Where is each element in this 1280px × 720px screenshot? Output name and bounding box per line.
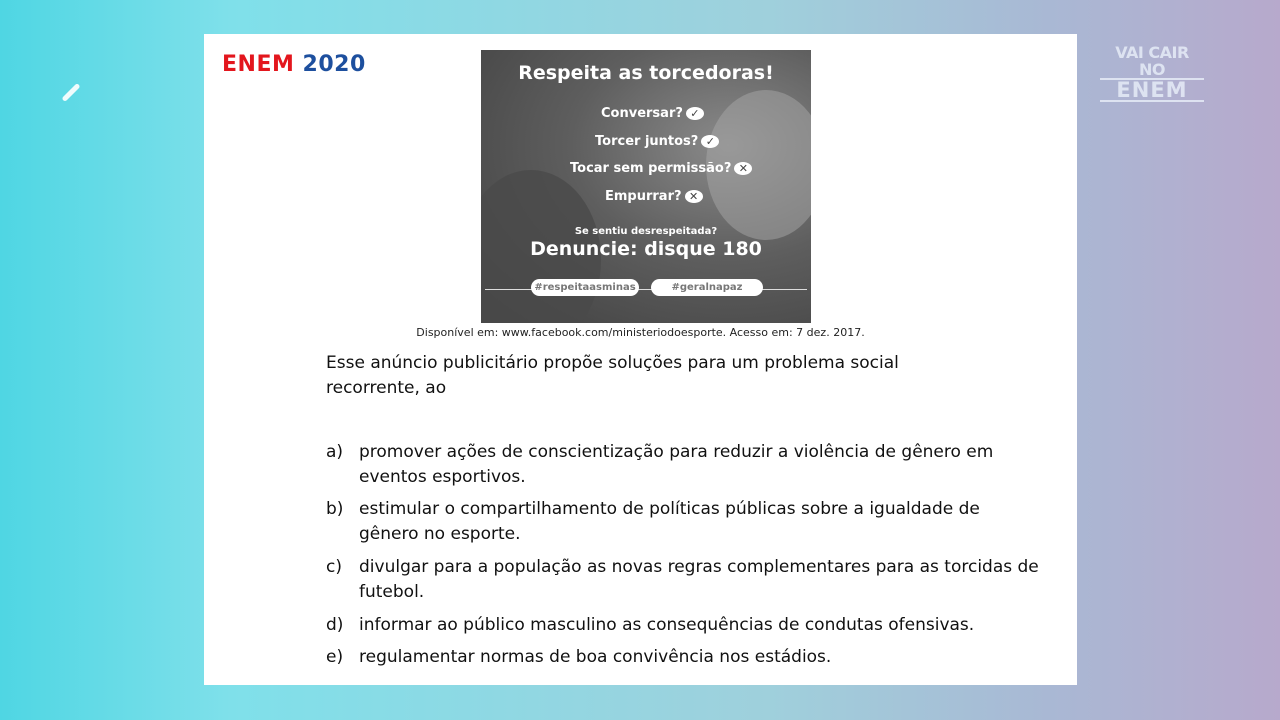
pencil-doodle-icon xyxy=(61,83,80,102)
check-icon: ✓ xyxy=(701,135,719,148)
poster-call-to-action: Denuncie: disque 180 xyxy=(530,238,762,260)
hashtag-pill: #geralnapaz xyxy=(651,279,763,296)
option-letter: c) xyxy=(326,557,342,577)
cross-icon: ✕ xyxy=(685,190,703,203)
exam-year: 2020 xyxy=(302,52,366,77)
option-letter: b) xyxy=(326,499,344,519)
question-sheet xyxy=(204,34,1077,685)
poster-item-label: Conversar? xyxy=(601,106,683,121)
option-text: promover ações de conscientização para reduzir a violência de gênero em eventos esportivos. xyxy=(359,442,994,487)
poster-item xyxy=(601,106,704,121)
logo-line-1: VAI CAIR NO xyxy=(1115,43,1189,79)
poster-headline: Respeita as torcedoras! xyxy=(518,62,774,84)
option-letter: d) xyxy=(326,615,344,635)
source-citation: Disponível em: www.facebook.com/ministeriodoesporte. Acesso em: 7 dez. 2017. xyxy=(416,326,865,339)
poster-item-label: Empurrar? xyxy=(605,189,682,204)
check-icon: ✓ xyxy=(686,107,704,120)
option-text: regulamentar normas de boa convivência nos estádios. xyxy=(359,647,832,667)
hashtag-pill: #respeitaasminas xyxy=(531,279,639,296)
option-text: estimular o compartilhamento de políticas públicas sobre a igualdade de gênero no esporte. xyxy=(359,499,980,544)
question-stem: Esse anúncio publicitário propõe soluções para um problema social recorrente, ao xyxy=(326,353,899,398)
channel-logo xyxy=(1100,44,1204,102)
option-letter: e) xyxy=(326,647,344,667)
poster-item xyxy=(595,134,719,149)
option-letter: a) xyxy=(326,442,344,462)
exam-tag xyxy=(222,52,366,77)
exam-name: ENEM xyxy=(222,52,295,77)
poster-item xyxy=(605,189,703,204)
option-text: divulgar para a população as novas regras complementares para as torcidas de futebol. xyxy=(359,557,1039,602)
poster-item xyxy=(570,161,752,176)
option-text: informar ao público masculino as consequências de condutas ofensivas. xyxy=(359,615,975,635)
poster-item-label: Torcer juntos? xyxy=(595,134,699,149)
poster-question: Se sentiu desrespeitada? xyxy=(574,226,718,237)
campaign-poster xyxy=(481,50,811,323)
poster-item-label: Tocar sem permissão? xyxy=(570,161,732,176)
cross-icon: ✕ xyxy=(734,162,752,175)
logo-line-2: ENEM xyxy=(1100,78,1204,102)
